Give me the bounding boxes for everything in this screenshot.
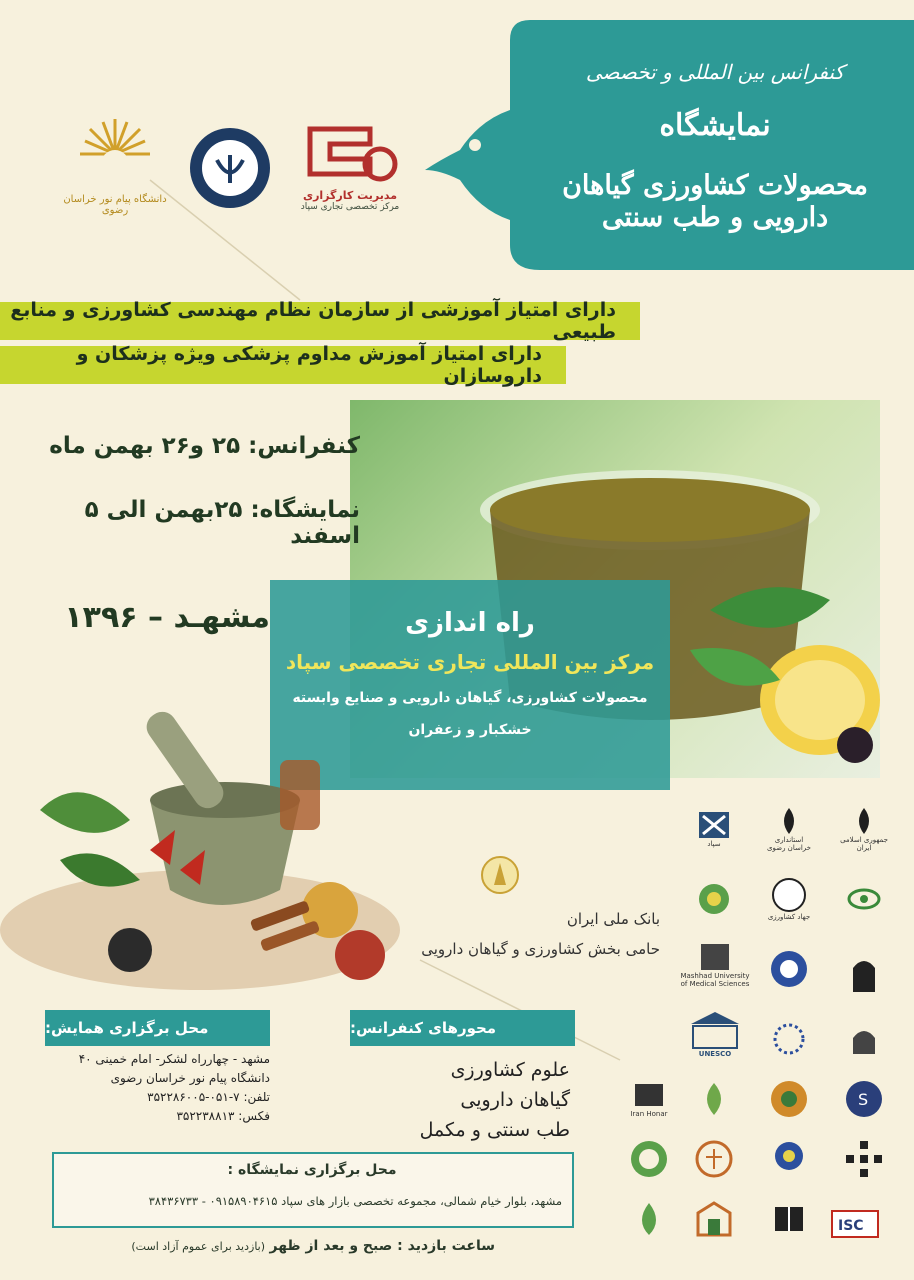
ribbon-agri-credit: دارای امتیاز آموزشی از سازمان نظام مهندسی کشاورزی و منابع طبیعی [0, 302, 640, 340]
header-banner [420, 20, 914, 270]
venue-conference-label: محل برگزاری همایش: [45, 1010, 270, 1046]
research-institute-logo [185, 120, 275, 215]
sponsor-role: حامی بخش کشاورزی و گیاهان دارویی [421, 940, 660, 958]
visit-hours-main: ساعت بازدید : صبح و بعد از ظهر [269, 1238, 495, 1254]
header-subtitle: کنفرانس بین المللی و تخصصی [585, 60, 845, 84]
mortar-illustration [0, 690, 400, 990]
blue-medal-logo [765, 1135, 813, 1183]
header-exhibition: نمایشگاه [659, 108, 771, 143]
header-title: محصولات کشاورزی گیاهان دارویی و طب سنتی [562, 170, 868, 234]
venue-address2: دانشگاه پیام نور خراسان رضوی [110, 1071, 270, 1085]
payame-noor-logo [60, 100, 170, 230]
venue-phone: تلفن: ۷-۰۵۱-۳۵۲۲۸۶۰۰۵ [147, 1090, 270, 1104]
governorate-emblem-icon: استانداری خراسان رضوی [765, 805, 813, 853]
blue-circle-logo [765, 945, 813, 993]
launch-center: مرکز بین المللی تجاری تخصصی سپاد [285, 650, 655, 674]
venue-fax: فکس: ۳۵۲۲۳۸۸۱۳ [176, 1109, 270, 1123]
conference-dates: کنفرانس: ۲۵ و۲۶ بهمن ماه [49, 433, 360, 459]
sepad-logo: سپاد [690, 805, 738, 853]
payame-noor-label: دانشگاه پیام نور خراسان رضوی [63, 194, 167, 216]
exhibition-dates: نمایشگاه: ۲۵بهمن الی ۵ اسفند [84, 497, 360, 549]
venue-exhibition-label: محل برگزاری نمایشگاه : [227, 1162, 397, 1178]
topic-item: علوم کشاورزی [450, 1059, 570, 1081]
green-seal-logo [625, 1135, 673, 1183]
ornament-logo [765, 1075, 813, 1123]
jahad-logo: جهاد کشاورزی [765, 875, 813, 923]
venue-address1: مشهد - چهارراه لشکر- امام خمینی ۴۰ [78, 1052, 270, 1066]
flower-logo [690, 875, 738, 923]
dots-logo [765, 1015, 813, 1063]
topics-list [350, 1055, 570, 1145]
visit-hours-note: (بازدید برای عموم آزاد است) [131, 1240, 266, 1253]
dome-logo [840, 1015, 888, 1063]
venue-exhibition-box [52, 1152, 574, 1228]
grid-logo [840, 1135, 888, 1183]
leaf-logo [690, 1075, 738, 1123]
venue-conference-details [40, 1050, 270, 1126]
partner-logos-grid [625, 800, 905, 1260]
green-drop-logo [625, 1195, 673, 1243]
launch-title: راه اندازی [405, 608, 535, 638]
svg-text:ISC: ISC [838, 1218, 864, 1234]
iran-emblem-icon: جمهوری اسلامی ایران [840, 805, 888, 853]
brokerage-sublabel: مرکز تخصصی تجاری سپاد [300, 201, 400, 212]
sepad-brokerage-logo [290, 105, 410, 225]
svg-text:S: S [858, 1090, 869, 1109]
venue-exhibition-address: مشهد، بلوار خیام شمالی، مجموعه تخصصی بازار های سپاد ۰۹۱۵۸۹۰۴۶۱۵ - ۳۸۴۳۶۷۳۳ [148, 1194, 562, 1208]
topic-item: طب سنتی و مکمل [419, 1119, 570, 1141]
ribbon-medical-credit: دارای امتیاز آموزش مداوم پزشکی ویژه پزشکان و داروسازان [0, 346, 566, 384]
red-frame-icon [300, 119, 400, 189]
herbs-photo [0, 690, 400, 990]
sun-rays-icon [75, 114, 155, 194]
unesco-logo: UNESCO [685, 1010, 745, 1058]
building-logo [690, 1195, 738, 1243]
topics-label: محورهای کنفرانس: [350, 1010, 575, 1046]
msu-logo: Mashhad University of Medical Sciences [680, 940, 750, 988]
visit-hours [95, 1238, 495, 1254]
bank-melli-icon [480, 855, 520, 895]
brokerage-label: مدیریت کارگزاری [302, 188, 398, 202]
arch-logo [840, 950, 888, 998]
eye-logo [840, 875, 888, 923]
sponsor-bank: بانک ملی ایران [566, 910, 660, 928]
tree-logo [690, 1135, 738, 1183]
isc-logo [825, 1200, 885, 1248]
circular-seal-icon [187, 125, 273, 211]
s-circle-logo [840, 1075, 888, 1123]
book-logo [765, 1195, 813, 1243]
launch-line1: محصولات کشاورزی، گیاهان دارویی و صنایع وابسته [292, 690, 648, 706]
iran-honar-logo: Iran Honar [625, 1075, 673, 1123]
launch-line2: خشکبار و زعفران [408, 722, 532, 738]
topic-item: گیاهان دارویی [460, 1089, 570, 1111]
city-year: مشهـد – ۱۳۹۶ [64, 600, 270, 635]
